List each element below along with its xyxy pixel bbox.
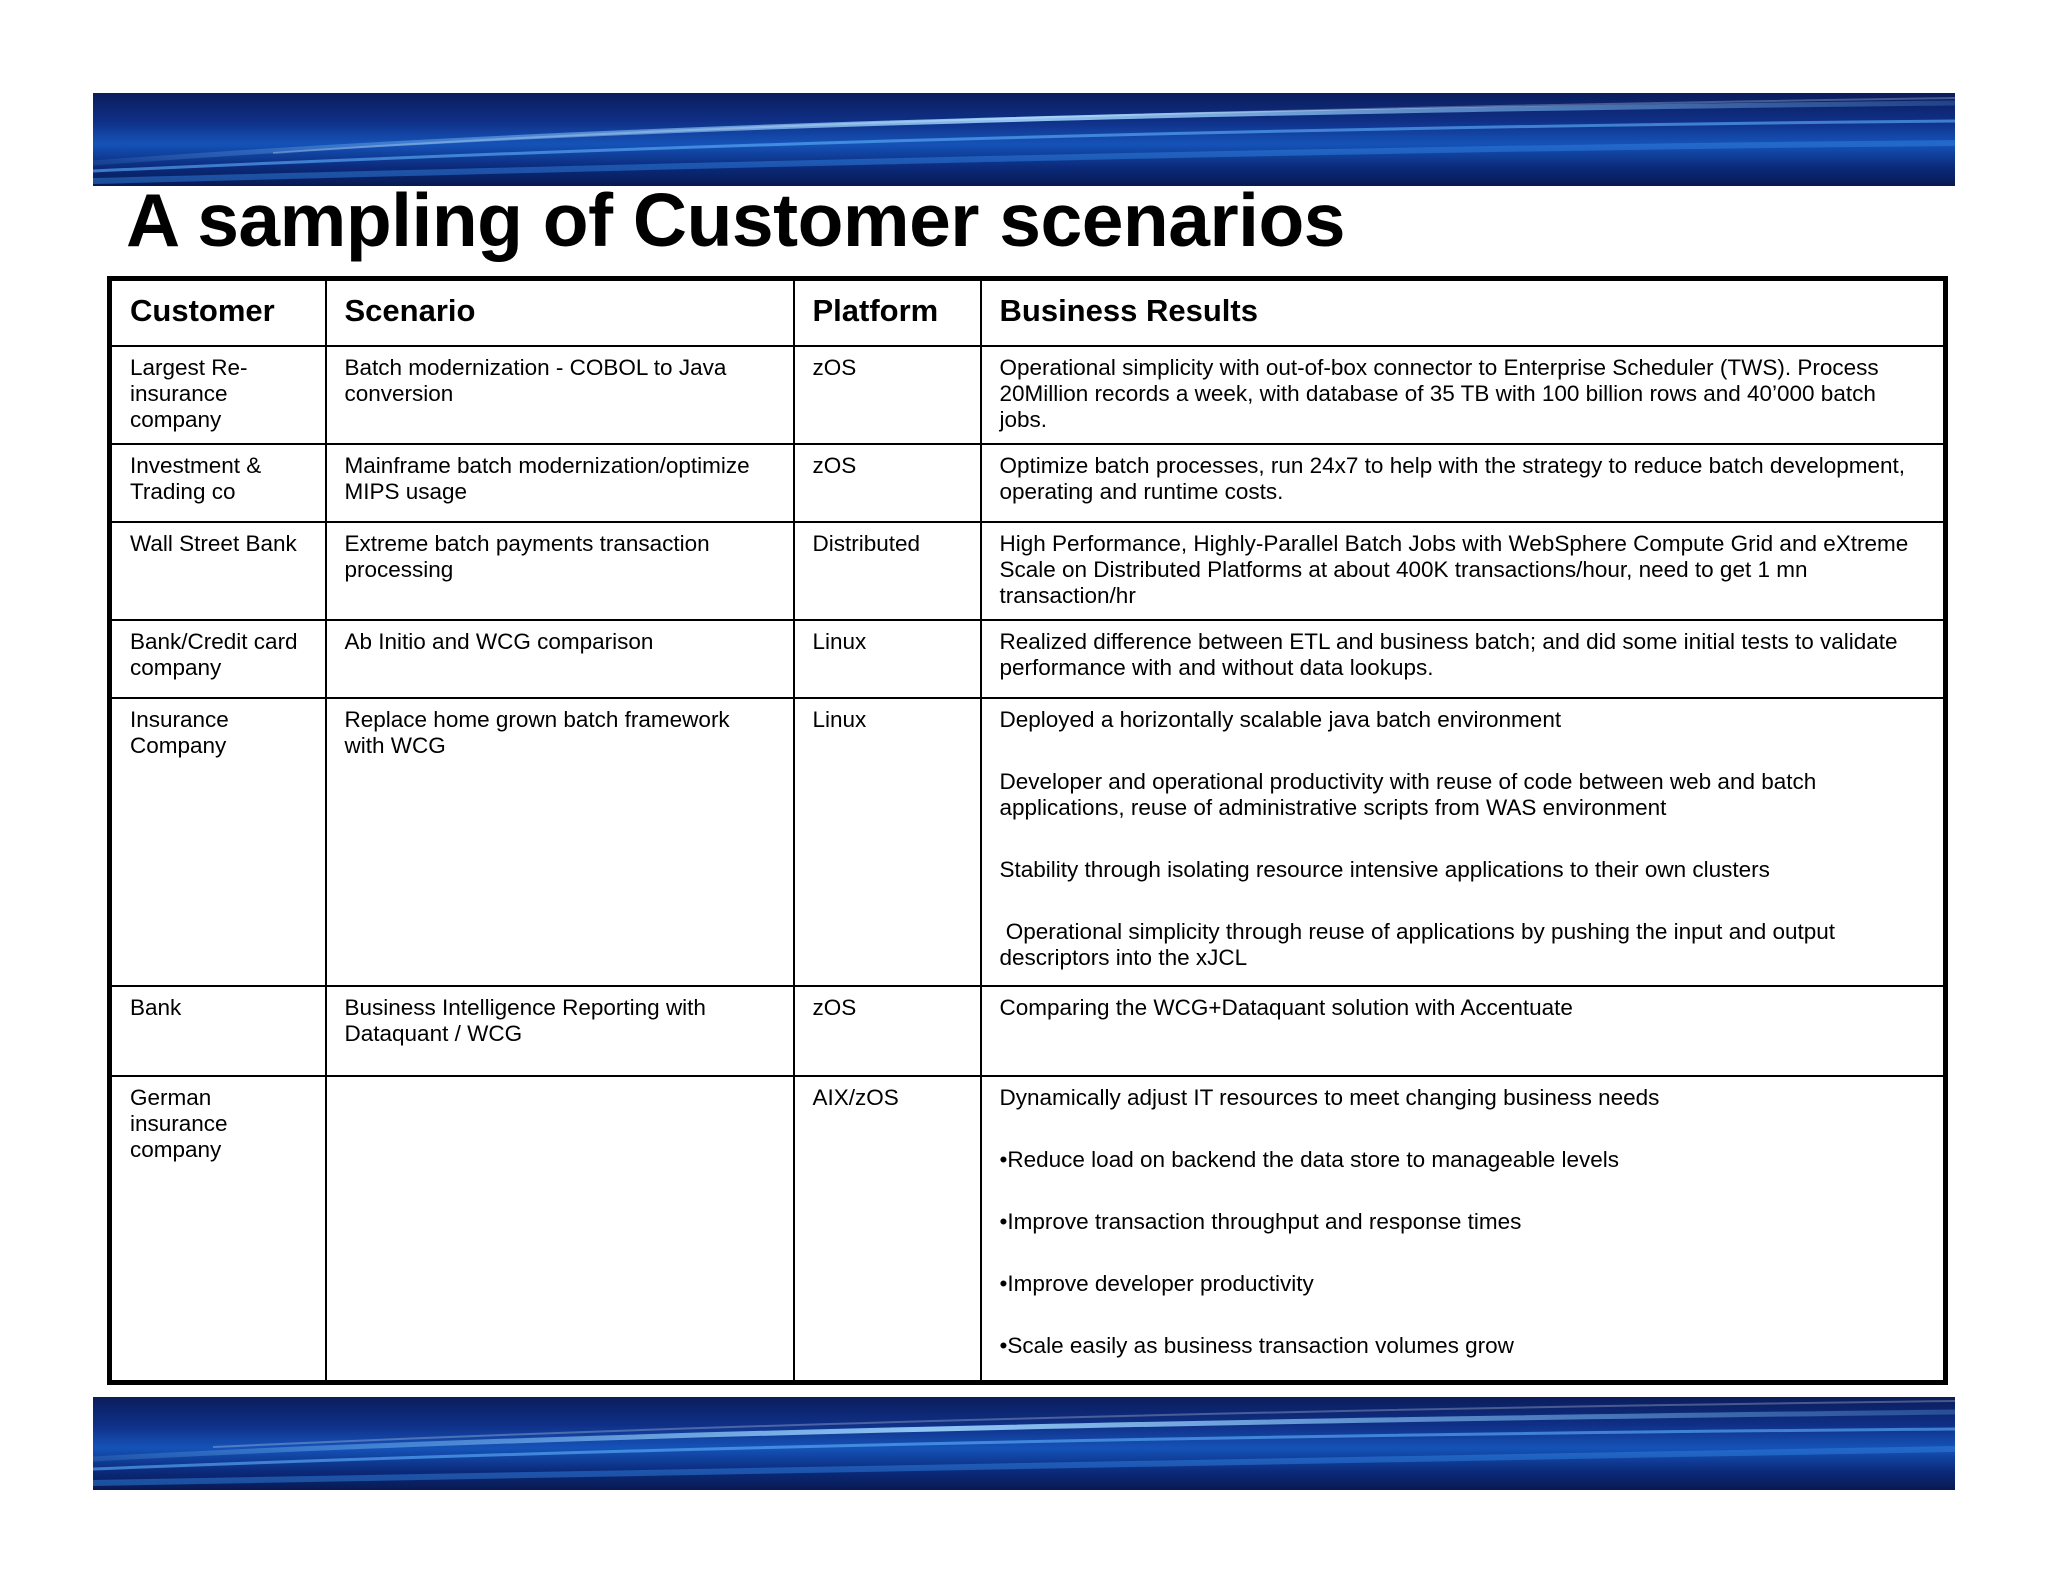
cell-customer: Bank/Credit card company bbox=[110, 620, 326, 698]
cell-business-results bbox=[981, 986, 1946, 1076]
result-paragraph: Stability through isolating resource intensive applications to their own clusters bbox=[999, 857, 1770, 882]
cell-customer: Insurance Company bbox=[110, 698, 326, 986]
banner-swoosh-graphic bbox=[93, 93, 1955, 186]
cell-customer: Largest Re-insurance company bbox=[110, 346, 326, 444]
cell-scenario bbox=[326, 1076, 794, 1382]
cell-business-results bbox=[981, 1076, 1946, 1382]
header-business-results: Business Results bbox=[981, 279, 1946, 347]
cell-customer: Wall Street Bank bbox=[110, 522, 326, 620]
page-title: A sampling of Customer scenarios bbox=[126, 178, 1346, 262]
header-customer: Customer bbox=[110, 279, 326, 347]
table-row bbox=[110, 444, 1946, 522]
cell-business-results bbox=[981, 620, 1946, 698]
table-row bbox=[110, 698, 1946, 986]
cell-business-results bbox=[981, 698, 1946, 986]
table-row bbox=[110, 1076, 1946, 1382]
result-paragraph: Operational simplicity with out-of-box connector to Enterprise Scheduler (TWS). Process 20Million records a week, with database of 35 TB with 100 billion rows and 40’000 batch jobs. bbox=[999, 355, 1879, 432]
bottom-banner bbox=[93, 1397, 1955, 1490]
result-paragraph: Developer and operational productivity with reuse of code between web and batch applications, reuse of administrative scripts from WAS environment bbox=[999, 769, 1817, 820]
result-bullet: •Reduce load on backend the data store to manageable levels bbox=[999, 1147, 1620, 1172]
table-row bbox=[110, 620, 1946, 698]
cell-scenario: Ab Initio and WCG comparison bbox=[326, 620, 794, 698]
result-bullet: •Improve developer productivity bbox=[999, 1271, 1314, 1296]
cell-platform: zOS bbox=[794, 986, 981, 1076]
cell-business-results bbox=[981, 346, 1946, 444]
result-paragraph: Comparing the WCG+Dataquant solution with Accentuate bbox=[999, 995, 1573, 1020]
header-scenario: Scenario bbox=[326, 279, 794, 347]
header-platform: Platform bbox=[794, 279, 981, 347]
result-paragraph: Deployed a horizontally scalable java batch environment bbox=[999, 707, 1562, 732]
result-paragraph: High Performance, Highly-Parallel Batch Jobs with WebSphere Compute Grid and eXtreme Scale on Distributed Platforms at about 400K transactions/hour, need to get 1 mn transaction/hr bbox=[999, 531, 1909, 608]
result-paragraph: Realized difference between ETL and business batch; and did some initial tests to validate performance with and without data lookups. bbox=[999, 629, 1898, 680]
cell-platform: zOS bbox=[794, 346, 981, 444]
top-banner bbox=[93, 93, 1955, 186]
result-bullet: •Scale easily as business transaction volumes grow bbox=[999, 1333, 1514, 1358]
cell-scenario: Business Intelligence Reporting with Dataquant / WCG bbox=[326, 986, 794, 1076]
table-row bbox=[110, 346, 1946, 444]
cell-platform: AIX/zOS bbox=[794, 1076, 981, 1382]
cell-scenario: Extreme batch payments transaction processing bbox=[326, 522, 794, 620]
table-row bbox=[110, 986, 1946, 1076]
cell-customer: Bank bbox=[110, 986, 326, 1076]
cell-scenario: Batch modernization - COBOL to Java conversion bbox=[326, 346, 794, 444]
cell-platform: Linux bbox=[794, 620, 981, 698]
cell-business-results bbox=[981, 444, 1946, 522]
result-paragraph: Optimize batch processes, run 24x7 to help with the strategy to reduce batch development, operating and runtime costs. bbox=[999, 453, 1906, 504]
cell-scenario: Replace home grown batch framework with WCG bbox=[326, 698, 794, 986]
cell-business-results bbox=[981, 522, 1946, 620]
result-paragraph: Operational simplicity through reuse of applications by pushing the input and output descriptors into the xJCL bbox=[999, 919, 1842, 970]
result-paragraph: Dynamically adjust IT resources to meet changing business needs bbox=[999, 1085, 1660, 1110]
table-header-row bbox=[110, 279, 1946, 347]
banner-swoosh-graphic bbox=[93, 1397, 1955, 1490]
cell-scenario: Mainframe batch modernization/optimize MIPS usage bbox=[326, 444, 794, 522]
result-bullet: •Improve transaction throughput and response times bbox=[999, 1209, 1522, 1234]
table-row bbox=[110, 522, 1946, 620]
cell-platform: Linux bbox=[794, 698, 981, 986]
customer-scenarios-table bbox=[107, 276, 1948, 1385]
cell-customer: German insurance company bbox=[110, 1076, 326, 1382]
cell-customer: Investment & Trading co bbox=[110, 444, 326, 522]
cell-platform: zOS bbox=[794, 444, 981, 522]
cell-platform: Distributed bbox=[794, 522, 981, 620]
